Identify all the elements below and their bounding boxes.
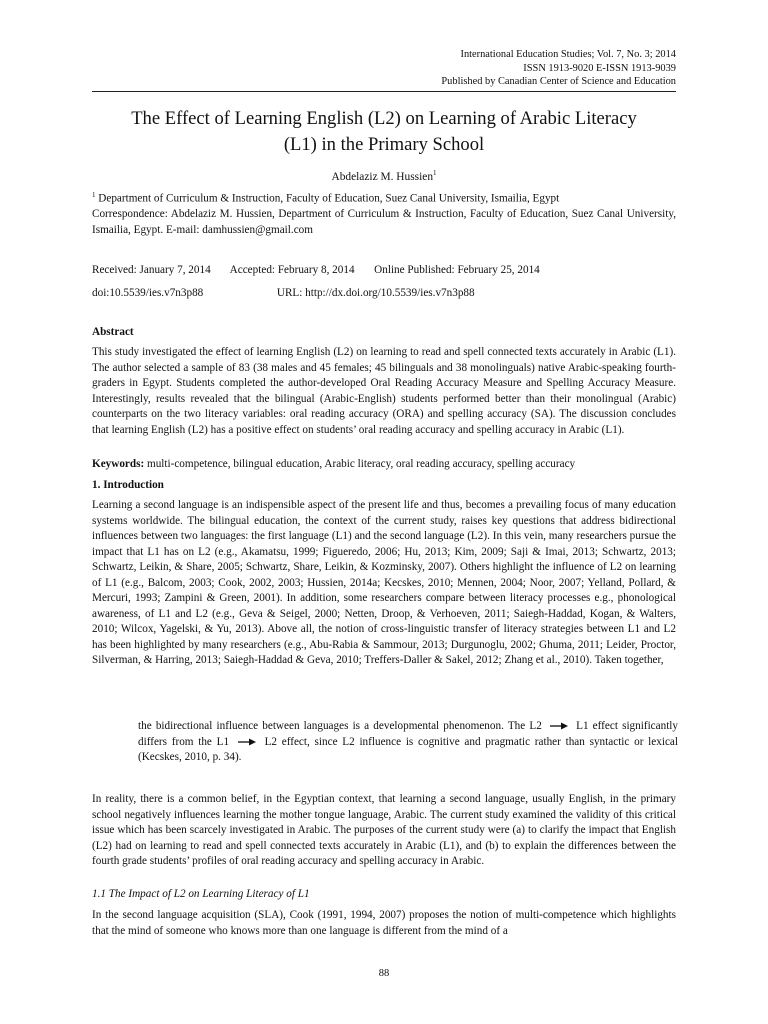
abstract-heading: Abstract bbox=[92, 326, 134, 338]
author-line bbox=[0, 166, 768, 184]
article-url[interactable]: URL: http://dx.doi.org/10.5539/ies.v7n3p88 bbox=[276, 287, 475, 299]
keywords bbox=[92, 457, 676, 473]
abstract-text: This study investigated the effect of learning English (L2) on learning to read and spell connected texts accurately in Arabic (L1). The author selected a sample of 83 (38 males and 45 females; 45 bilinguals and 38 monolinguals) native Arabic-speaking fourth-graders in Egypt. Students completed the author-developed Oral Reading Accuracy Measure and Spelling Accuracy Measure. Interestingly, results revealed that the bilingual (Arabic-English) students performed better than their monolingual (Arabic) counterparts on the two literacy variables: oral reading accuracy (ORA) and spelling accuracy (SA). The discussion concludes that learning English (L2) has a positive effect on students’ oral reading accuracy and spelling accuracy in Arabic (L1). bbox=[92, 346, 676, 436]
affiliation-text: Department of Curriculum & Instruction, Faculty of Education, Suez Canal University, Ismailia, Egypt bbox=[95, 192, 560, 205]
title-line-2: (L1) in the Primary School bbox=[283, 134, 485, 155]
paper-title bbox=[80, 106, 688, 158]
quote-part-3: L2 effect, since L2 influence is cognitive and pragmatic rather than syntactic or lexical (Kecskes, 2010, p. 34). bbox=[138, 735, 679, 763]
subsection-heading: 1.1 The Impact of L2 on Learning Literacy of L1 bbox=[92, 888, 310, 900]
doi[interactable]: doi:10.5539/ies.v7n3p88 bbox=[92, 287, 204, 299]
right-arrow-icon bbox=[546, 719, 572, 735]
correspondence: Correspondence: Abdelaziz M. Hussien, Department of Curriculum & Instruction, Faculty of Education, Suez Canal University, Ismailia, Egypt. E-mail: damhussien@gmail.com bbox=[92, 208, 676, 236]
received-date: Received: January 7, 2014 bbox=[92, 264, 211, 276]
intro-heading: 1. Introduction bbox=[92, 479, 164, 491]
intro-paragraph-1: Learning a second language is an indispensible aspect of the present life and thus, becomes a prevailing focus of many education systems worldwide. The bilingual education, the context of the current study, raises key questions that address bidirectional influences between two languages: the first language (L1) and the second language (L2). In this vein, many researchers pursue the impact that L1 has on L2 (e.g., Akamatsu, 1999; Figueredo, 2006; Hu, 2013; Kim, 2009; Saji & Imai, 2013; Schwartz, 2013; Schwartz, Leikin, & Share, 2005; Schwartz, Share, Leikin, & Kozminsky, 2007). Others highlight the influence of L2 on learning of L1 (e.g., Balcom, 2003; Cook, 2002, 2003; Hussien, 2014a; Kecskes, 2010; Mennen, 2004; Noor, 2007; Yelland, Pollard, & Mercuri, 1993; Zampini & Green, 2001). In addition, some researchers compare between literacy processes e.g., phonological awareness, of L1 and L2 (e.g., Geva & Seigel, 2000; Netten, Droop, & Verhoeven, 2011; Saiegh-Haddad, Kogan, & Walters, 2010; Wilcox, Yagelski, & Yu, 2013). Above all, the notion of cross-linguistic transfer of literacy strategies between L1 and L2 has been highlighted by many researchers (e.g., Abu-Rabia & Sammour, 2013; Durgunoglu, 2002; Ghuma, 2011; Leider, Proctor, Silverman, & Harring, 2013; Saiegh-Haddad & Geva, 2010; Treffers-Daller & Sakel, 2012; Zhang et al., 2010). Taken together, bbox=[92, 499, 676, 666]
journal-line: International Education Studies; Vol. 7, No. 3; 2014 bbox=[460, 49, 676, 60]
publisher-line: Published by Canadian Center of Science and Education bbox=[441, 76, 676, 88]
affiliation bbox=[92, 188, 676, 207]
issn-line: ISSN 1913-9020 E-ISSN 1913-9039 bbox=[523, 62, 676, 74]
keywords-text: multi-competence, bilingual education, Arabic literacy, oral reading accuracy, spelling accuracy bbox=[144, 458, 576, 470]
keywords-label: Keywords: bbox=[92, 458, 145, 470]
quote-part-2: L1 effect significantly differs from the L1 bbox=[138, 720, 679, 748]
doi-line bbox=[92, 286, 676, 302]
author-sup: 1 bbox=[433, 169, 437, 177]
running-header bbox=[441, 48, 676, 89]
dates-line bbox=[92, 263, 676, 279]
subsection-paragraph: In the second language acquisition (SLA), Cook (1991, 1994, 2007) proposes the notion of multi-competence which highlights that the mind of someone who knows more than one language is different from the mind of a bbox=[92, 909, 676, 937]
quote-part-1: the bidirectional influence between languages is a developmental phenomenon. The L2 bbox=[138, 720, 542, 732]
right-arrow-icon bbox=[234, 735, 260, 751]
title-line-1: The Effect of Learning English (L2) on Learning of Arabic Literacy bbox=[131, 108, 637, 129]
block-quote bbox=[138, 719, 678, 766]
page-number: 88 bbox=[378, 968, 390, 979]
author-name: Abdelaziz M. Hussien bbox=[331, 170, 434, 183]
affiliation-sup: 1 bbox=[92, 191, 96, 199]
accepted-date: Accepted: February 8, 2014 bbox=[229, 264, 355, 276]
header-rule bbox=[92, 91, 676, 92]
intro-paragraph-2: In reality, there is a common belief, in the Egyptian context, that learning a second language, usually English, in the primary school negatively influences learning the mother tongue language, Arabic. The current study examined the validity of this critical issue which has been scarcely investigated in Arabic. The purposes of the current study were (a) to clarify the impact that English (L2) had on learning to read and spell connected texts accurately in Arabic (L1), and (b) to explain the differences between the fourth grade students’ profiles of oral reading accuracy and spelling accuracy in Arabic. bbox=[92, 793, 676, 867]
published-date: Online Published: February 25, 2014 bbox=[374, 264, 540, 276]
